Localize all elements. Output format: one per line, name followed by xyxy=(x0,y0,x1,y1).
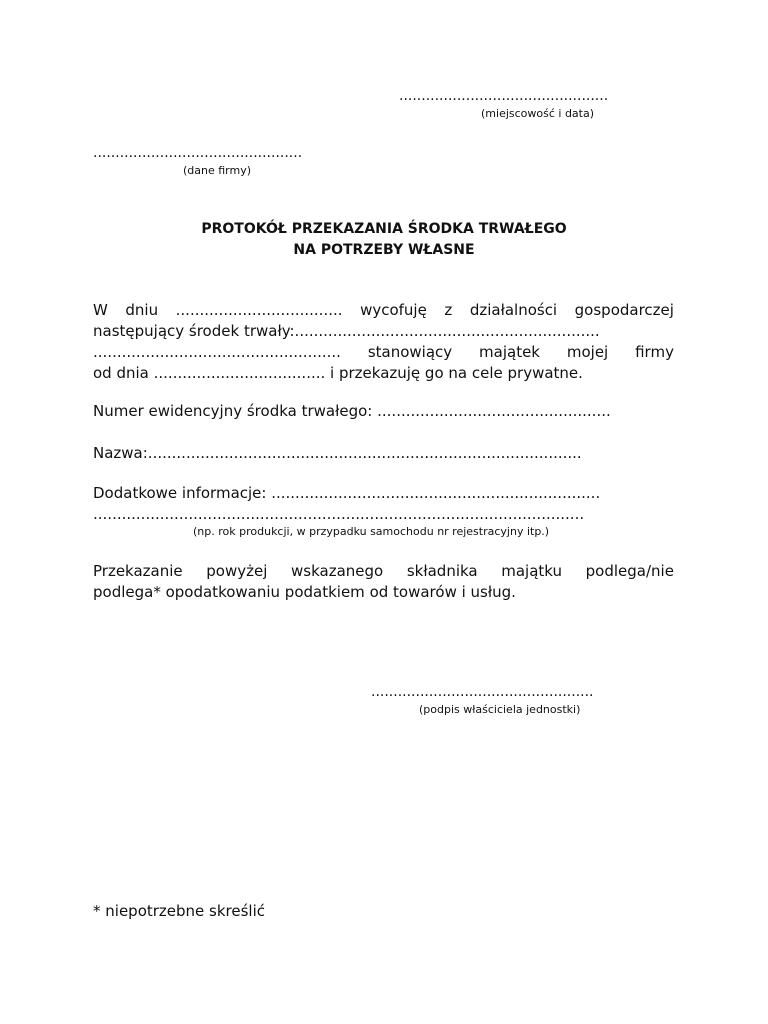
document-title-line1: PROTOKÓŁ PRZEKAZANIA ŚRODKA TRWAŁEGO xyxy=(201,221,567,237)
additional-info-line2[interactable]: ....................................................................................................... xyxy=(93,505,585,523)
footnote: * niepotrzebne skreślić xyxy=(93,902,266,920)
signature-label: (podpis właściciela jednostki) xyxy=(419,703,581,716)
document-title-line2: NA POTRZEBY WŁASNE xyxy=(293,242,475,258)
inventory-number-field[interactable]: Numer ewidencyjny środka trwałego: ................................................. xyxy=(93,402,611,420)
place-date-field[interactable]: ............................................... xyxy=(399,88,609,104)
additional-info-field[interactable]: Dodatkowe informacje: ..................................................................... xyxy=(93,484,601,502)
company-field[interactable]: ............................................... xyxy=(93,145,303,161)
para1-line2[interactable]: następujący środek trwały:................................................................ xyxy=(93,322,600,340)
paragraph-tax xyxy=(93,561,674,603)
tax-line2: podlega* opodatkowaniu podatkiem od towarów i usług. xyxy=(93,583,516,601)
para1-line3[interactable]: .................................................... stanowiący majątek mojej firmy xyxy=(93,343,674,361)
place-date-label: (miejscowość i data) xyxy=(481,107,595,120)
tax-line1: Przekazanie powyżej wskazanego składnika majątku podlega/nie xyxy=(93,562,674,580)
company-label: (dane firmy) xyxy=(183,164,252,177)
para1-line4[interactable]: od dnia .................................... i przekazuję go na cele prywatne. xyxy=(93,364,583,382)
signature-field[interactable]: .................................................. xyxy=(371,684,594,700)
additional-info-hint: (np. rok produkcji, w przypadku samochodu nr rejestracyjny itp.) xyxy=(193,525,550,538)
paragraph-withdrawal xyxy=(93,300,674,384)
para1-line1: W dniu ................................... wycofuję z działalności gospodarczej xyxy=(93,301,674,319)
name-field[interactable]: Nazwa:........................................................................................... xyxy=(93,444,582,462)
